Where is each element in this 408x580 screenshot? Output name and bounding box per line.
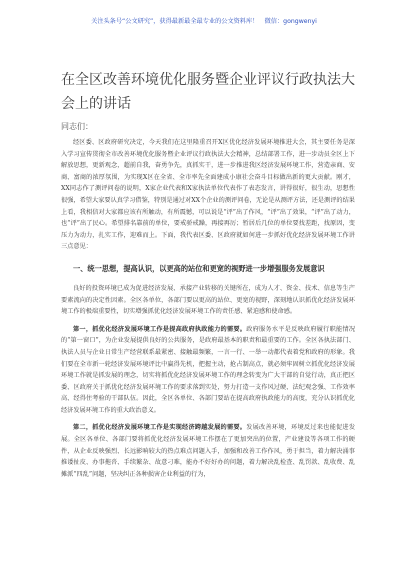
section-heading-1: 一、统一思想，提高认识，以更高的站位和更宽的视野进一步增强服务发展意识 <box>73 263 325 273</box>
document-body <box>61 137 355 480</box>
point-1-paragraph <box>61 324 355 417</box>
promo-banner: 关注头条号“公文研究”，获得最新最全最专业的公文资料库！ 微信：gongwenyi <box>91 18 317 25</box>
paragraph-importance: 良好的投资环境已成为促进经济发展、承接产业转移的关键所在，成为人才、资金、技术、信息等生产要素流向的决定性因素。全区各单位，各部门要以更高的站位、更宽的视野，深刻地认识抓优化经济发展环境工作的极端重要性，切实增强抓优化经济发展环境工作的责任感、紧迫感和使命感。 <box>61 284 355 316</box>
salutation: 同志们： <box>61 122 93 131</box>
intro-paragraph: 经区委、区政府研究决定，今天我们在这里隆重召开X区优化经济发展环境推进大会，其主要任务是深入学习宣传贯彻全市改善环境优化服务暨企业评议行政执法大会精神，总结部署工作，进一步动员全区上下解放思想，更新观念，超前自我，奋勇争先，真抓实干，进一步推进我区经济发展环境工作，营造亲商、安商、富商的浓厚氛围，为实现X区在全省、全市率先全面建成小康社会奋斗目标做出新的更大贡献。刚才，XX同志作了测评问卷的说明，X家企业代表和X家执法单位代表作了表态发言，讲得很好，很生动，思想性很强，希望大家要认真学习借鉴，特别是通过对XX个企业的测评问卷，无论是从测评方法，还是测评的结果上看，我相信对大家都应该有所触动，有所震憾，可以说是“评”出了作风，“评”出了效果，“评”出了动力，也“评”出了民心。希望排名靠前的单位，要戒骄戒躁，再接再厉；暂居后几位的单位要找差距，找原因，变压力为动力，扎实工作，迎难而上。下面，我代表区委、区政府就如何进一步抓好优化经济发展环境工作讲三点意见： <box>61 139 355 251</box>
point-2-heading: 第二，抓优化经济发展环境工作是实现经济跨越发展的需要。 <box>73 424 247 432</box>
document-title: 在全区改善环境优化服务暨企业评议行政执法大会上的讲话 <box>61 72 355 112</box>
point-1-body: 政府服务水平是反映政府履行职能情况的“第一窗口”，为企业发展提供良好的公共服务，是政府最基本的职责和最重要的工作。全区各执法部门、执法人员与企业日常生产经营联系最紧密、接触最频繁，一言一行、一举一动都代表着党和政府的形象。我们要在全市新一轮经济发展环境评比中赢得先机，把握主动，抢占制高点，就必须牢固树立抓优化经济发展环境工作就是抓发展的理念，切实将抓优化经济发展环境工作的理念转变为广大干部的自觉行动，真正把区委、区政府关于抓优化经济发展环境工作的要求落到实处，努力打造一支作风过硬、法纪观念强、工作效率高、经得住考验的干部队伍。因此，全区各单位、各部门要站在提高政府执政能力的高度，充分认识抓优化经济发展环境工作的重大政治意义。 <box>61 325 356 414</box>
point-2-body: 发展改善环境，环境反过来也能促进发展。全区各单位、各部门要将抓优化经济发展环境工作摆在了更加突出的位置，产业建设等各项工作的硬件，从企业反映强烈、长远影响较大的热点难点问题入手，加强和改善工作作风，勇于担当，着力解决涌事推诿扯皮、办事拖沓、手续繁杂、故意刁难，能办不好好办的问题，着力解决乱检查、乱罚款、乱收费、乱摊派“四乱”问题，坚决纠正各种损害企业利益的行为， <box>61 424 356 478</box>
point-2-paragraph <box>61 422 355 480</box>
point-1-heading: 第一，抓优化经济发展环境工作是提高政府执政能力的需要。 <box>73 325 247 333</box>
